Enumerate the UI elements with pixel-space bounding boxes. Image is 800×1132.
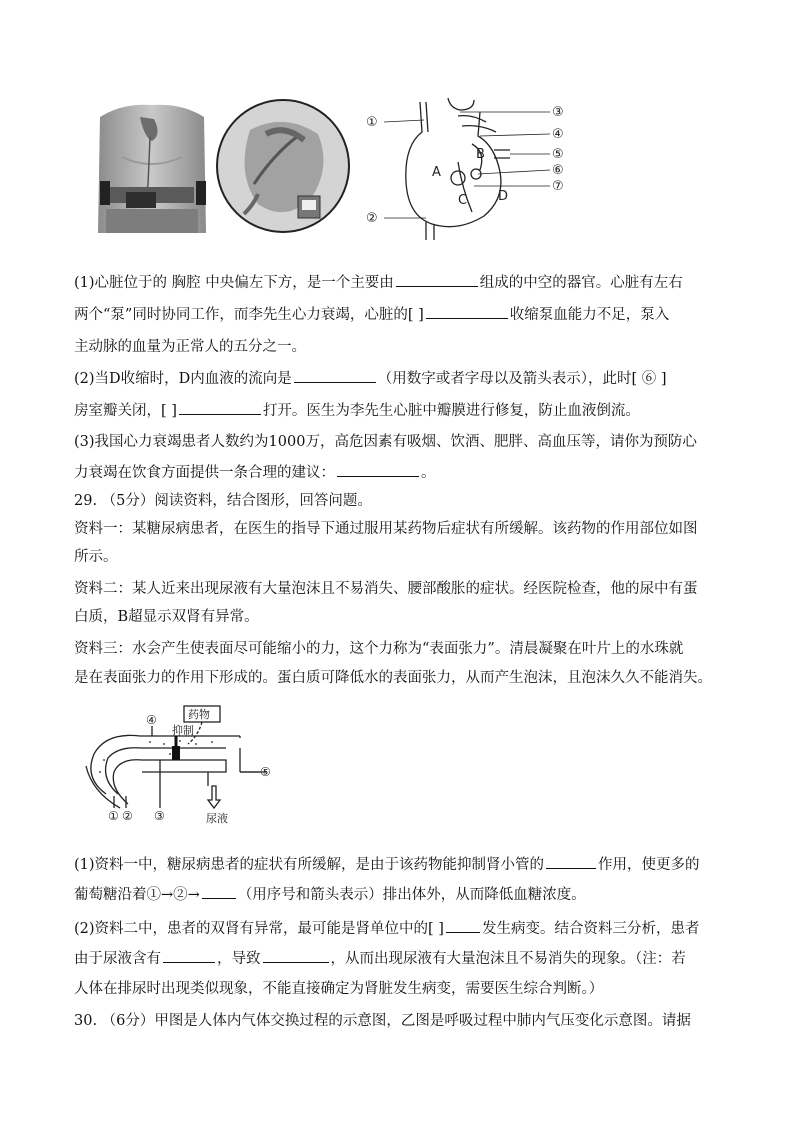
q28-part1-line1: (1)心脏位于的 胸腔 中央偏左下方，是一个主要由 组成的中空的器官。心脏有左右 bbox=[74, 272, 683, 294]
nephron-label-1: ① bbox=[108, 809, 119, 823]
inhibit-label: 抑制 bbox=[172, 724, 194, 737]
q29-material3-line2: 是在表面张力的作用下形成的。蛋白质可降低水的表面张力，从而产生泡沫，且泡沫久久不能消失。 bbox=[74, 670, 712, 686]
heart-structure-diagram bbox=[362, 92, 572, 240]
heart-label-7: ⑦ bbox=[552, 179, 564, 194]
nephron-label-5: ⑤ bbox=[260, 765, 271, 779]
nephron-label-2: ② bbox=[122, 809, 133, 823]
drug-label: 药物 bbox=[188, 708, 210, 721]
heart-chamber-a: A bbox=[432, 165, 441, 180]
heart-pump-closeup bbox=[214, 94, 352, 238]
q29-question2-line1: (2)资料二中，患者的双肾有异常，最可能是肾单位中的[ ] 发生病变。结合资料三分析，患者 bbox=[74, 918, 699, 940]
torso-photo bbox=[92, 97, 212, 233]
q28-part2-line1: (2)当D收缩时，D内血液的流向是 （用数字或者字母以及箭头表示），此时[ ⑥ ] bbox=[74, 368, 667, 390]
q28-part1-line2: 两个“泵”同时协同工作，而李先生心力衰竭，心脏的[ ] 收缩泵血能力不足，泵入 bbox=[74, 304, 669, 326]
heart-label-4: ④ bbox=[552, 127, 564, 142]
q29-material1-line1: 资料一：某糖尿病患者，在医生的指导下通过服用某药物后症状有所缓解。该药物的作用部位如图 bbox=[74, 521, 698, 537]
heart-label-5: ⑤ bbox=[552, 147, 564, 162]
q28-part2-line2: 房室瓣关闭，[ ] 打开。医生为李先生心脏中瓣膜进行修复，防止血液倒流。 bbox=[74, 400, 640, 422]
q30-header: 30. （6分）甲图是人体内气体交换过程的示意图，乙图是呼吸过程中肺内气压变化示意图。请据 bbox=[74, 1013, 691, 1029]
q29-material3-line1: 资料三：水会产生使表面尽可能缩小的力，这个力称为“表面张力”。清晨凝聚在叶片上的水珠就 bbox=[74, 641, 684, 657]
nephron-tubule-diagram bbox=[80, 702, 276, 826]
urine-label: 尿液 bbox=[206, 812, 228, 825]
nephron-label-4: ④ bbox=[146, 713, 157, 727]
q29-material1-line2: 所示。 bbox=[74, 549, 118, 565]
q29-question2-line2: 由于尿液含有 ，导致 ，从而出现尿液有大量泡沫且不易消失的现象。（注：若 bbox=[74, 948, 686, 970]
q28-part3-line2: 力衰竭在饮食方面提供一条合理的建议： 。 bbox=[74, 462, 436, 484]
heart-label-3: ③ bbox=[552, 105, 564, 120]
q29-material2-line2: 白质，B超显示双肾有异常。 bbox=[74, 609, 259, 625]
heart-chamber-c: C bbox=[458, 193, 468, 208]
q28-part1-line3: 主动脉的血量为正常人的五分之一。 bbox=[74, 339, 306, 355]
heart-label-1: ① bbox=[366, 115, 378, 130]
heart-chamber-b: B bbox=[476, 147, 485, 162]
q29-question2-line3: 人体在排尿时出现类似现象，不能直接确定为肾脏发生病变，需要医生综合判断。） bbox=[74, 981, 604, 997]
q29-material2-line1: 资料二：某人近来出现尿液有大量泡沫且不易消失、腰部酸胀的症状。经医院检查，他的尿中有蛋 bbox=[74, 581, 698, 597]
q29-question1-line1: (1)资料一中，糖尿病患者的症状有所缓解，是由于该药物能抑制肾小管的 作用，使更多的 bbox=[74, 854, 700, 876]
heart-label-6: ⑥ bbox=[552, 163, 564, 178]
heart-label-2: ② bbox=[366, 211, 378, 226]
heart-chamber-d: D bbox=[498, 189, 509, 204]
q29-question1-line2: 葡萄糖沿着①→②→ （用序号和箭头表示）排出体外，从而降低血糖浓度。 bbox=[74, 884, 586, 906]
nephron-label-3: ③ bbox=[154, 809, 165, 823]
q29-header: 29. （5分）阅读资料，结合图形，回答问题。 bbox=[74, 493, 372, 509]
q28-part3-line1: (3)我国心力衰竭患者人数约为1000万，高危因素有吸烟、饮酒、肥胖、高血压等，请你为预防心 bbox=[74, 434, 697, 450]
